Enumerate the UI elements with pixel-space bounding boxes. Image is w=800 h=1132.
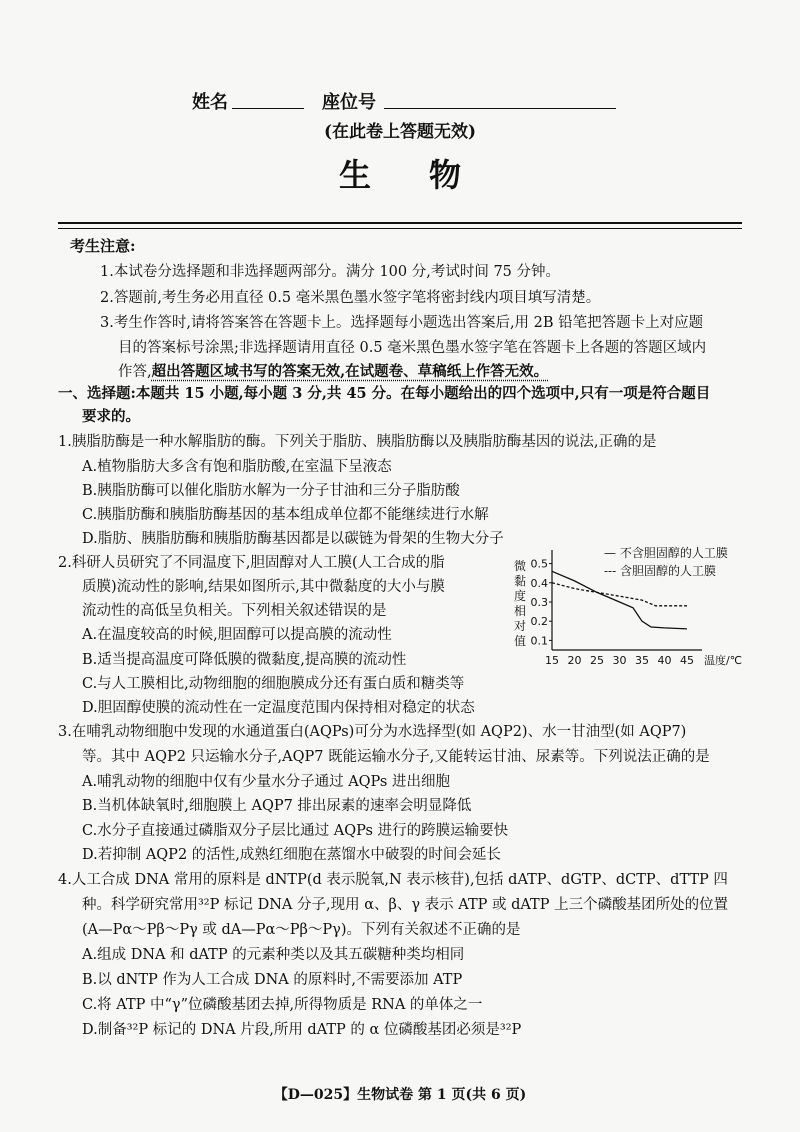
- q3-option-d: D.若抑制 AQP2 的活性,成熟红细胞在蒸馏水中破裂的时间会延长: [82, 847, 501, 863]
- legend-label-no-cholesterol: 不含胆固醇的人工膜: [619, 546, 728, 560]
- q2-option-a: A.在温度较高的时候,胆固醇可以提高膜的流动性: [82, 627, 392, 643]
- q2-option-c: C.与人工膜相比,动物细胞的细胞膜成分还有蛋白质和糖类等: [82, 676, 465, 692]
- divider-thick: [58, 222, 742, 224]
- x-tick-label: 15: [545, 654, 559, 667]
- x-tick-label: 20: [567, 654, 582, 667]
- instruction-item-1: 1.本试卷分选择题和非选择题两部分。满分 100 分,考试时间 75 分钟。: [100, 264, 561, 280]
- q4-stem-line2: 种。科学研究常用³²P 标记 DNA 分子,现用 α、β、γ 表示 ATP 或 dATP 上三个磷酸基团所处的位置: [82, 897, 729, 913]
- q4-option-a: A.组成 DNA 和 dATP 的元素种类以及其五碳糖种类均相同: [82, 947, 465, 963]
- q4-option-b: B.以 dNTP 作为人工合成 DNA 的原料时,不需要添加 ATP: [82, 972, 463, 988]
- q2-option-b: B.适当提高温度可降低膜的微黏度,提高膜的流动性: [82, 652, 407, 668]
- q3-option-c: C.水分子直接通过磷脂双分子层比通过 AQPs 进行的跨膜运输要快: [82, 823, 509, 839]
- y-tick-label: 0.4: [530, 576, 548, 590]
- instruction-item-3-line1: 3.考生作答时,请将答案答在答题卡上。选择题每小题选出答案后,用 2B 铅笔把答题卡上对应题: [100, 315, 704, 331]
- q2-stem-line3: 流动性的高低呈负相关。下列相关叙述错误的是: [82, 603, 387, 619]
- legend-item-no-cholesterol: [604, 546, 728, 560]
- y-tick-label: 0.2: [530, 615, 548, 629]
- x-tick-label: 45: [680, 654, 694, 667]
- section-title-line1: 一、选择题:本题共 15 小题,每小题 3 分,共 45 分。在每小题给出的四个选项中,只有一项是符合题目: [58, 385, 711, 402]
- page-title: 生物: [338, 156, 519, 194]
- section-title-line2: 要求的。: [82, 408, 140, 425]
- legend-dashed-swatch: ---: [604, 564, 617, 578]
- instruction-item-3-line3-start: 作答,: [118, 364, 152, 380]
- y-tick-label: 0.1: [530, 634, 548, 648]
- q1-stem: 1.胰脂肪酶是一种水解脂肪的酶。下列关于脂肪、胰脂肪酶以及胰脂肪酶基因的说法,正确的是: [58, 434, 657, 450]
- y-axis-label-char: 黏: [513, 574, 527, 588]
- q1-option-c: C.胰脂肪酶和胰脂肪酶基因的基本组成单位都不能继续进行水解: [82, 507, 489, 523]
- divider-thin: [58, 228, 742, 229]
- y-axis-label-char: 微: [513, 559, 527, 573]
- legend-label-cholesterol: 含胆固醇的人工膜: [620, 564, 717, 578]
- name-blank[interactable]: [232, 108, 304, 109]
- seat-blank[interactable]: [384, 108, 616, 109]
- x-tick-label: 30: [612, 654, 627, 667]
- y-tick-label: 0.5: [530, 557, 548, 571]
- q4-stem-line1: 4.人工合成 DNA 常用的原料是 dNTP(d 表示脱氧,N 表示核苷),包括 dATP、dGTP、dCTP、dTTP 四: [58, 872, 728, 888]
- viscosity-chart: [506, 540, 748, 672]
- q1-option-d: D.脂肪、胰脂肪酶和胰脂肪酶基因都是以碳链为骨架的生物大分子: [82, 531, 504, 547]
- instructions-title: 考生注意:: [70, 237, 136, 255]
- y-axis-label-char: 值: [513, 634, 527, 648]
- q3-option-b: B.当机体缺氧时,细胞膜上 AQP7 排出尿素的速率会明显降低: [82, 798, 472, 814]
- q1-option-a: A.植物脂肪大多含有饱和脂肪酸,在室温下呈液态: [82, 459, 392, 475]
- y-axis-label-char: 相: [513, 604, 527, 618]
- q2-stem-line2: 质膜)流动性的影响,结果如图所示,其中微黏度的大小与膜: [82, 579, 445, 595]
- q2-option-d: D.胆固醇使膜的流动性在一定温度范围内保持相对稳定的状态: [82, 700, 475, 716]
- y-tick-label: 0.3: [530, 596, 548, 609]
- instruction-item-3-line2: 目的答案标号涂黑;非选择题请用直径 0.5 毫米黑色墨水签字笔在答题卡上各题的答题区域内: [118, 340, 707, 356]
- x-tick-label: 35: [635, 654, 649, 667]
- q1-option-b: B.胰脂肪酶可以催化脂肪水解为一分子甘油和三分子脂肪酸: [82, 483, 460, 499]
- y-axis-label-char: 对: [513, 619, 527, 633]
- instruction-item-2: 2.答题前,考生务必用直径 0.5 毫米黑色墨水签字笔将密封线内项目填写清楚。: [100, 290, 601, 306]
- x-axis-label: 温度/℃: [704, 654, 743, 667]
- instruction-item-3-line3: [118, 362, 548, 382]
- legend-solid-swatch: —: [604, 546, 616, 560]
- q3-stem-line2: 等。其中 AQP2 只运输水分子,AQP7 既能运输水分子,又能转运甘油、尿素等。下列说法正确的是: [82, 749, 710, 765]
- series-line-no-cholesterol: [552, 571, 687, 629]
- name-label: 姓名: [192, 92, 228, 113]
- q3-stem-line1: 3.在哺乳动物细胞中发现的水通道蛋白(AQPs)可分为水选择型(如 AQP2)、水一甘油型(如 AQP7): [58, 724, 687, 740]
- x-tick-label: 25: [590, 654, 604, 667]
- q4-option-c: C.将 ATP 中“γ”位磷酸基团去掉,所得物质是 RNA 的单体之一: [82, 997, 483, 1013]
- seat-label: 座位号: [322, 92, 376, 113]
- legend-item-cholesterol: [604, 564, 716, 578]
- y-axis-label-char: 度: [513, 589, 527, 603]
- x-tick-label: 40: [657, 654, 672, 667]
- q4-option-d: D.制备³²P 标记的 DNA 片段,所用 dATP 的 α 位磷酸基团必须是³²P: [82, 1022, 522, 1038]
- q4-stem-line3: (A—Pα～Pβ～Pγ 或 dA—Pα～Pβ～Pγ)。下列有关叙述不正确的是: [82, 922, 521, 938]
- page-footer: 【D—025】生物试卷 第 1 页(共 6 页): [273, 1087, 527, 1103]
- instruction-item-3-emphasis: 超出答题区域书写的答案无效,在试题卷、草稿纸上作答无效。: [151, 363, 549, 380]
- header-row: [0, 88, 800, 114]
- invalid-notice: (在此卷上答题无效): [323, 122, 477, 142]
- q3-option-a: A.哺乳动物的细胞中仅有少量水分子通过 AQPs 进出细胞: [82, 774, 450, 790]
- q2-stem-line1: 2.科研人员研究了不同温度下,胆固醇对人工膜(人工合成的脂: [58, 555, 445, 571]
